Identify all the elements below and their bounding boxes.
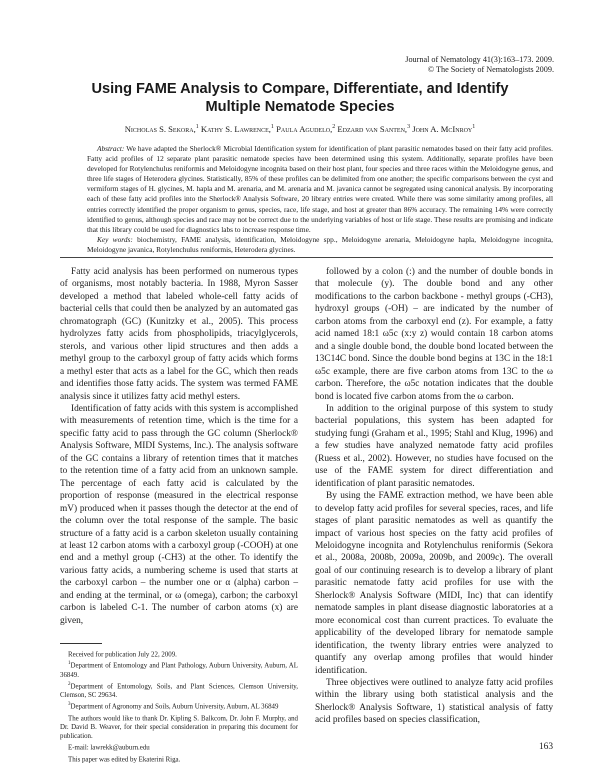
author-name: Edzard van Santen, xyxy=(337,124,408,134)
footnote-text: This paper was edited by Ekaterini Riga. xyxy=(68,756,181,764)
abstract-text: We have adapted the Sherlock® Microbial Identification system for identification of plant parasitic nematodes based on their fatty acid profiles. Fatty acid profiles of 12 separate plant parasitic nematode species have been determined using this system. Additionally, separate profiles have been developed for Rotylenchulus reniformis and Meloidogyne incognita based on their host plant, four species and three races within the Meloidogyne genus, and three life stages of Heterodera glycines. Statistically, 85% of these profiles can be delimited from one another; the specific comparisons between the cyst and vermiform stages of H. glycines, M. hapla and M. arenaria, and M. arenaria and M. javanica cannot be segregated using canonical analysis. By incorporating each of these fatty acid profiles into the Sherlock® Analysis Software, 20 library entries were created. While there was some similarity among profiles, all entries correctly identified the proper organism to genus, species, race, life stage, and host at greater than 86% accuracy. The remaining 14% were correctly identified to genus, although species and race may not be correct due to the underlying variables of host or life stage. These results are promising and indicate that this library could be used for diagnostics labs to increase response time. xyxy=(87,144,553,234)
author xyxy=(125,124,199,134)
keywords-text: biochemistry, FAME analysis, identification, Meloidogyne spp., Meloidogyne arenaria, Meloidogyne hapla, Meloidogyne incognita, Meloidogyne javanica, Rotylenchulus reniformis, Heterodera glycines. xyxy=(87,234,554,254)
footnotes xyxy=(60,648,298,764)
title-line-1: Using FAME Analysis to Compare, Differentiate, and Identify xyxy=(91,81,509,97)
author-name: John A. McInroy xyxy=(412,124,473,134)
author xyxy=(276,124,335,134)
footnote-divider xyxy=(60,643,102,644)
footnote xyxy=(60,659,298,679)
keywords-paragraph xyxy=(87,235,553,255)
author-affiliation: 3 xyxy=(407,124,411,131)
footnote-text: E-mail: lawrekk@auburn.edu xyxy=(68,744,150,752)
author-list xyxy=(0,124,600,134)
author-name: Nicholas S. Sekora, xyxy=(124,124,196,134)
journal-line: Journal of Nematology 41(3):163–173. 2009. xyxy=(405,55,554,64)
footnote xyxy=(60,753,298,764)
section-divider xyxy=(60,257,553,258)
footnote xyxy=(60,648,298,659)
author-name: Paula Agudelo, xyxy=(276,124,333,134)
keywords-label: Key words: xyxy=(97,234,133,244)
author-affiliation: 1 xyxy=(195,124,199,131)
abstract xyxy=(87,144,553,255)
left-column xyxy=(60,266,298,627)
footnote-mark: 3 xyxy=(68,702,71,708)
footnote-text: Department of Entomology, Soils, and Plant Sciences, Clemson University, Clemson, SC 29634. xyxy=(60,683,298,700)
author-name: Kathy S. Lawrence, xyxy=(200,124,271,134)
abstract-paragraph xyxy=(87,144,553,235)
footnote xyxy=(60,741,298,752)
body-paragraph: In addition to the original purpose of this system to study bacterial populations, this system has been adapted for studying fungi (Graham et al., 1995; Stahl and Klug, 1996) and a few studies have analyzed nematode fatty acid profiles (Ruess et al., 2002). However, no studies have focused on the use of the FAME system for direct differentiation and identification of plant parasitic nematodes. xyxy=(315,403,553,489)
author xyxy=(412,124,475,134)
journal-citation xyxy=(405,55,554,75)
footnote-text: Department of Agronomy and Soils, Auburn University, Auburn, AL 36849 xyxy=(70,703,279,711)
abstract-label: Abstract: xyxy=(97,144,125,153)
author xyxy=(337,124,410,134)
paper-title xyxy=(0,80,600,116)
footnote-text: The authors would like to thank Dr. Kipling S. Balkcom, Dr. John F. Murphy, and Dr. David B. Weaver, for their special consideration in preparing this document for publication. xyxy=(60,715,298,741)
author-affiliation: 1 xyxy=(472,124,476,131)
author xyxy=(201,124,274,134)
footnote xyxy=(60,680,298,700)
copyright-line: © The Society of Nematologists 2009. xyxy=(427,65,554,74)
author-affiliation: 2 xyxy=(332,124,336,131)
right-column xyxy=(315,266,553,727)
body-paragraph: By using the FAME extraction method, we have been able to develop fatty acid profiles for several species, races, and life stages of plant parasitic nematodes as well as quantify the impact of various host species on the fatty acid profiles of Meloidogyne incognita and Rotylenchulus reniformis (Sekora et al., 2008a, 2008b, 2009a, 2009b, and 2009c). The overall goal of our continuing research is to develop a library of plant parasitic nematode fatty acid profiles for use with the Sherlock® Analysis Software (MIDI, Inc) that can identify nematode samples in plant disease diagnostic laboratories at a more economical cost than current practices. To evaluate the applicability of the developed library for nematode sample identification, the twenty library entries were analyzed to quantify any overlap among profiles that would hinder identification. xyxy=(315,491,553,676)
footnote xyxy=(60,700,298,711)
footnote-mark: 2 xyxy=(68,681,71,687)
footnote-text: Department of Entomology and Plant Pathology, Auburn University, Auburn, AL 36849. xyxy=(60,662,298,679)
body-paragraph: Three objectives were outlined to analyze fatty acid profiles within the library using both statistical analysis and the Sherlock® Analysis Software, 1) statistical analysis of fatty acid profiles based on species classification, xyxy=(315,677,553,726)
page-number: 163 xyxy=(538,742,553,752)
title-line-2: Multiple Nematode Species xyxy=(205,99,395,115)
footnote xyxy=(60,712,298,742)
body-paragraph: Fatty acid analysis has been performed on numerous types of organisms, most notably bacteria. In 1988, Myron Sasser developed a method that labeled whole-cell fatty acids of bacterial cells that could then be analyzed by an automated gas chromatograph (GC) (Kunitzky et al., 2005). This process hydrolyzes fatty acids from phospholipids, triacylglycerols, sterols, and various other lipid structures and then adds a methyl group to the carboxyl group of fatty acids which forms a methyl ester that acts as a label for the GC, which then reads and identifies those fatty acids. The system was termed FAME analysis since it utilizes fatty acid methyl esters. xyxy=(60,267,298,402)
footnote-text: Received for publication July 22, 2009. xyxy=(68,651,177,659)
author-affiliation: 1 xyxy=(270,124,274,131)
body-paragraph: followed by a colon (:) and the number of double bonds in that molecule (y). The double bond and any other modifications to the carbon backbone - methyl groups (-CH3), hydroxyl groups (-OH) – are indicated by the number of carbon atoms from the carboxyl end (z). For example, a fatty acid named 18:1 ω5c (x:y z) would contain 18 carbon atoms and a single double bond, the double bond located between the 13C14C bond. Since the double bond begins at 13C in the 18:1 ω5c example, there are five carbon atoms from 13C to the ω carbon. Therefore, the ω5c notation indicates that the double bond is located five carbon atoms from the ω carbon. xyxy=(315,267,553,402)
body-paragraph: Identification of fatty acids with this system is accomplished with measurements of retention time, which is the time for a specific fatty acid to pass through the GC column (Sherlock® Analysis Software, MIDI Systems, Inc.). The analysis software of the GC contains a library of retention times that it matches to the retention time of a fatty acid from an unknown sample. The percentage of each fatty acid is calculated by the proportion of response (measured in the electrical response mV) produced when it passes though the detector at the end of the column over the total response of the sample. The basic structure of a fatty acid is a carbon skeleton usually containing at least 12 carbon atoms with a carboxyl group (-COOH) at one end and a methyl group (-CH3) at the other. To identify the various fatty acids, a numbering scheme is used that starts at the carboxyl carbon – the number one or α (alpha) carbon – and ending at the terminal, or ω (omega), carbon; the carboxyl carbon is labeled C-1. The number of carbon atoms (x) are given, xyxy=(60,403,298,626)
footnote-mark: 1 xyxy=(68,661,71,667)
